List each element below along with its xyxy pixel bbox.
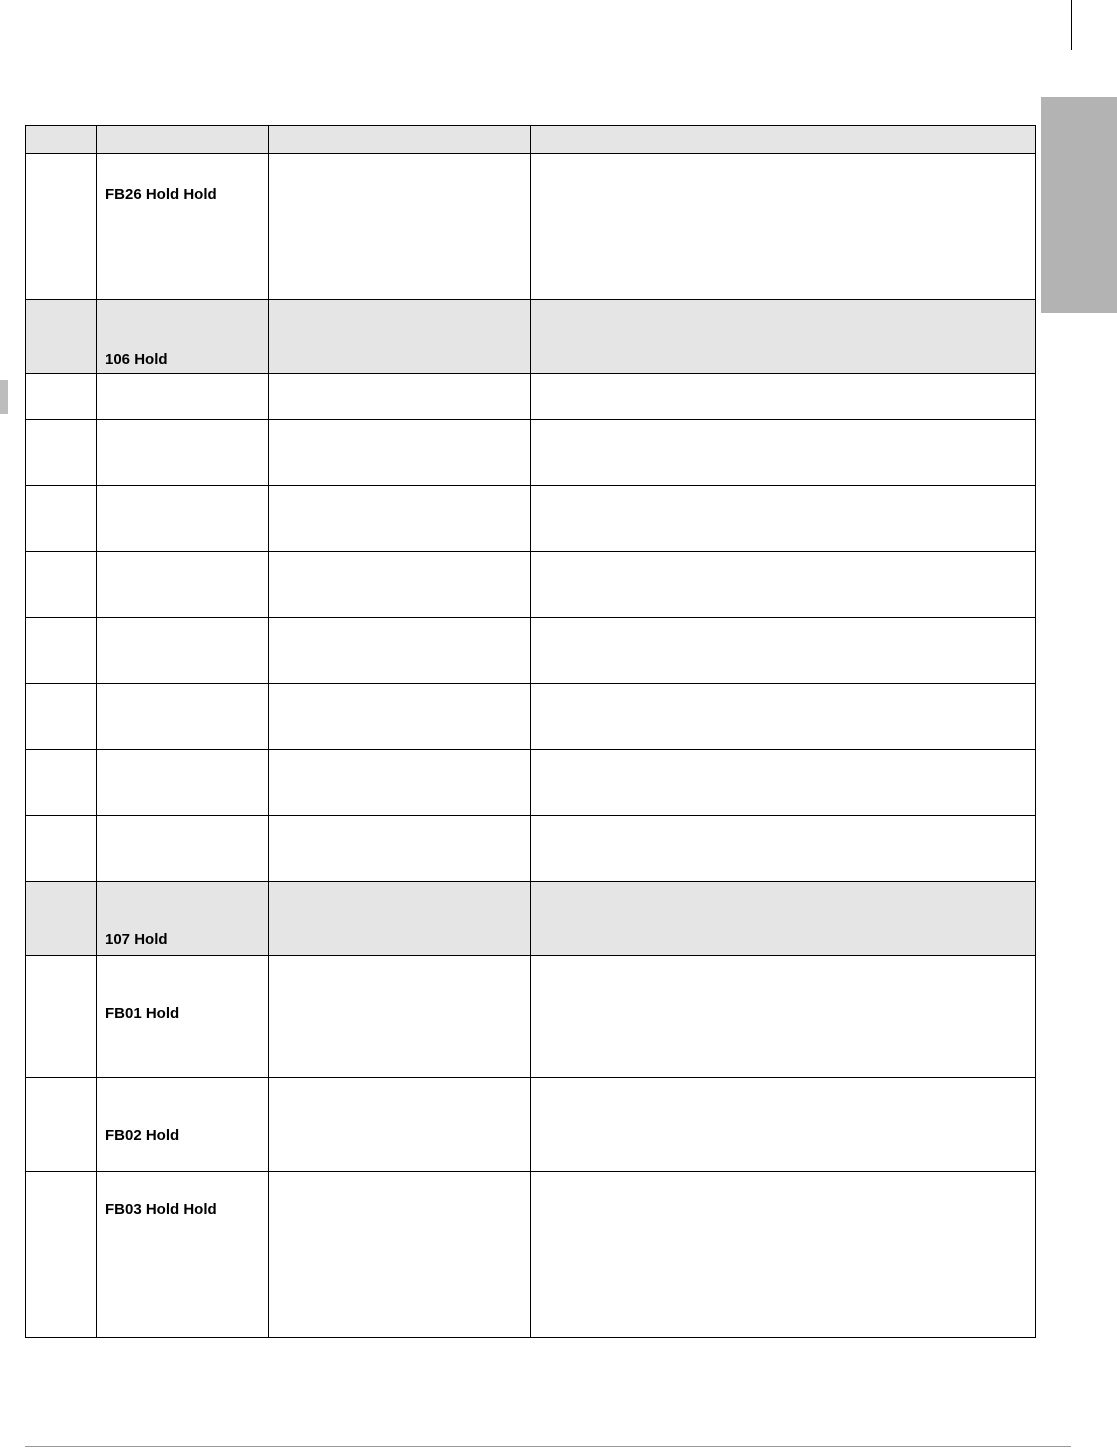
header-cell [26, 126, 97, 154]
step-cell [26, 552, 97, 618]
table-row [26, 420, 1036, 486]
keys-cell [97, 552, 269, 618]
description-cell [531, 1078, 1036, 1172]
table-row [26, 154, 1036, 300]
display-cell [269, 684, 531, 750]
display-cell [269, 956, 531, 1078]
display-cell [269, 750, 531, 816]
key-sequence: FB03 Hold Hold [105, 1201, 217, 1218]
keys-cell [97, 1078, 269, 1172]
keys-cell [97, 618, 269, 684]
table-row [26, 956, 1036, 1078]
corner-rule [1071, 0, 1072, 50]
key-sequence: FB26 Hold Hold [105, 186, 217, 203]
table-row [26, 374, 1036, 420]
step-cell [26, 618, 97, 684]
display-cell [269, 1078, 531, 1172]
table-row [26, 750, 1036, 816]
description-cell [531, 486, 1036, 552]
table-row [26, 684, 1036, 750]
display-cell [269, 1172, 531, 1338]
feature-table [25, 125, 1036, 1338]
description-cell [531, 816, 1036, 882]
keys-cell [97, 154, 269, 300]
keys-cell [97, 300, 269, 374]
key-sequence: 106 Hold [105, 351, 168, 368]
header-cell [269, 126, 531, 154]
display-cell [269, 552, 531, 618]
description-cell [531, 420, 1036, 486]
step-cell [26, 300, 97, 374]
keys-cell [97, 750, 269, 816]
table-row [26, 1078, 1036, 1172]
step-cell [26, 956, 97, 1078]
table-row [26, 816, 1036, 882]
step-cell [26, 1172, 97, 1338]
step-cell [26, 750, 97, 816]
table-header-row [26, 126, 1036, 154]
description-cell [531, 750, 1036, 816]
key-sequence: FB01 Hold [105, 1005, 180, 1022]
display-cell [269, 486, 531, 552]
display-cell [269, 154, 531, 300]
footer-rule [25, 1446, 1071, 1447]
table-row [26, 300, 1036, 374]
description-cell [531, 956, 1036, 1078]
table-row [26, 486, 1036, 552]
description-cell [531, 618, 1036, 684]
step-cell [26, 816, 97, 882]
display-cell [269, 374, 531, 420]
description-cell [531, 882, 1036, 956]
section-tab [1041, 97, 1117, 313]
keys-cell [97, 816, 269, 882]
key-sequence: FB02 Hold [105, 1127, 180, 1144]
display-cell [269, 618, 531, 684]
step-cell [26, 1078, 97, 1172]
keys-cell [97, 374, 269, 420]
description-cell [531, 154, 1036, 300]
key-sequence: 107 Hold [105, 931, 168, 948]
step-cell [26, 374, 97, 420]
header-cell [531, 126, 1036, 154]
description-cell [531, 300, 1036, 374]
description-cell [531, 374, 1036, 420]
table-row [26, 882, 1036, 956]
keys-cell [97, 486, 269, 552]
description-cell [531, 684, 1036, 750]
display-cell [269, 420, 531, 486]
keys-cell [97, 956, 269, 1078]
table-row [26, 552, 1036, 618]
display-cell [269, 300, 531, 374]
step-cell [26, 486, 97, 552]
edge-marker [0, 380, 8, 414]
step-cell [26, 420, 97, 486]
keys-cell [97, 420, 269, 486]
display-cell [269, 816, 531, 882]
keys-cell [97, 684, 269, 750]
display-cell [269, 882, 531, 956]
table-row [26, 1172, 1036, 1338]
description-cell [531, 1172, 1036, 1338]
keys-cell [97, 1172, 269, 1338]
table-row [26, 618, 1036, 684]
header-cell [97, 126, 269, 154]
keys-cell [97, 882, 269, 956]
step-cell [26, 154, 97, 300]
description-cell [531, 552, 1036, 618]
step-cell [26, 684, 97, 750]
step-cell [26, 882, 97, 956]
